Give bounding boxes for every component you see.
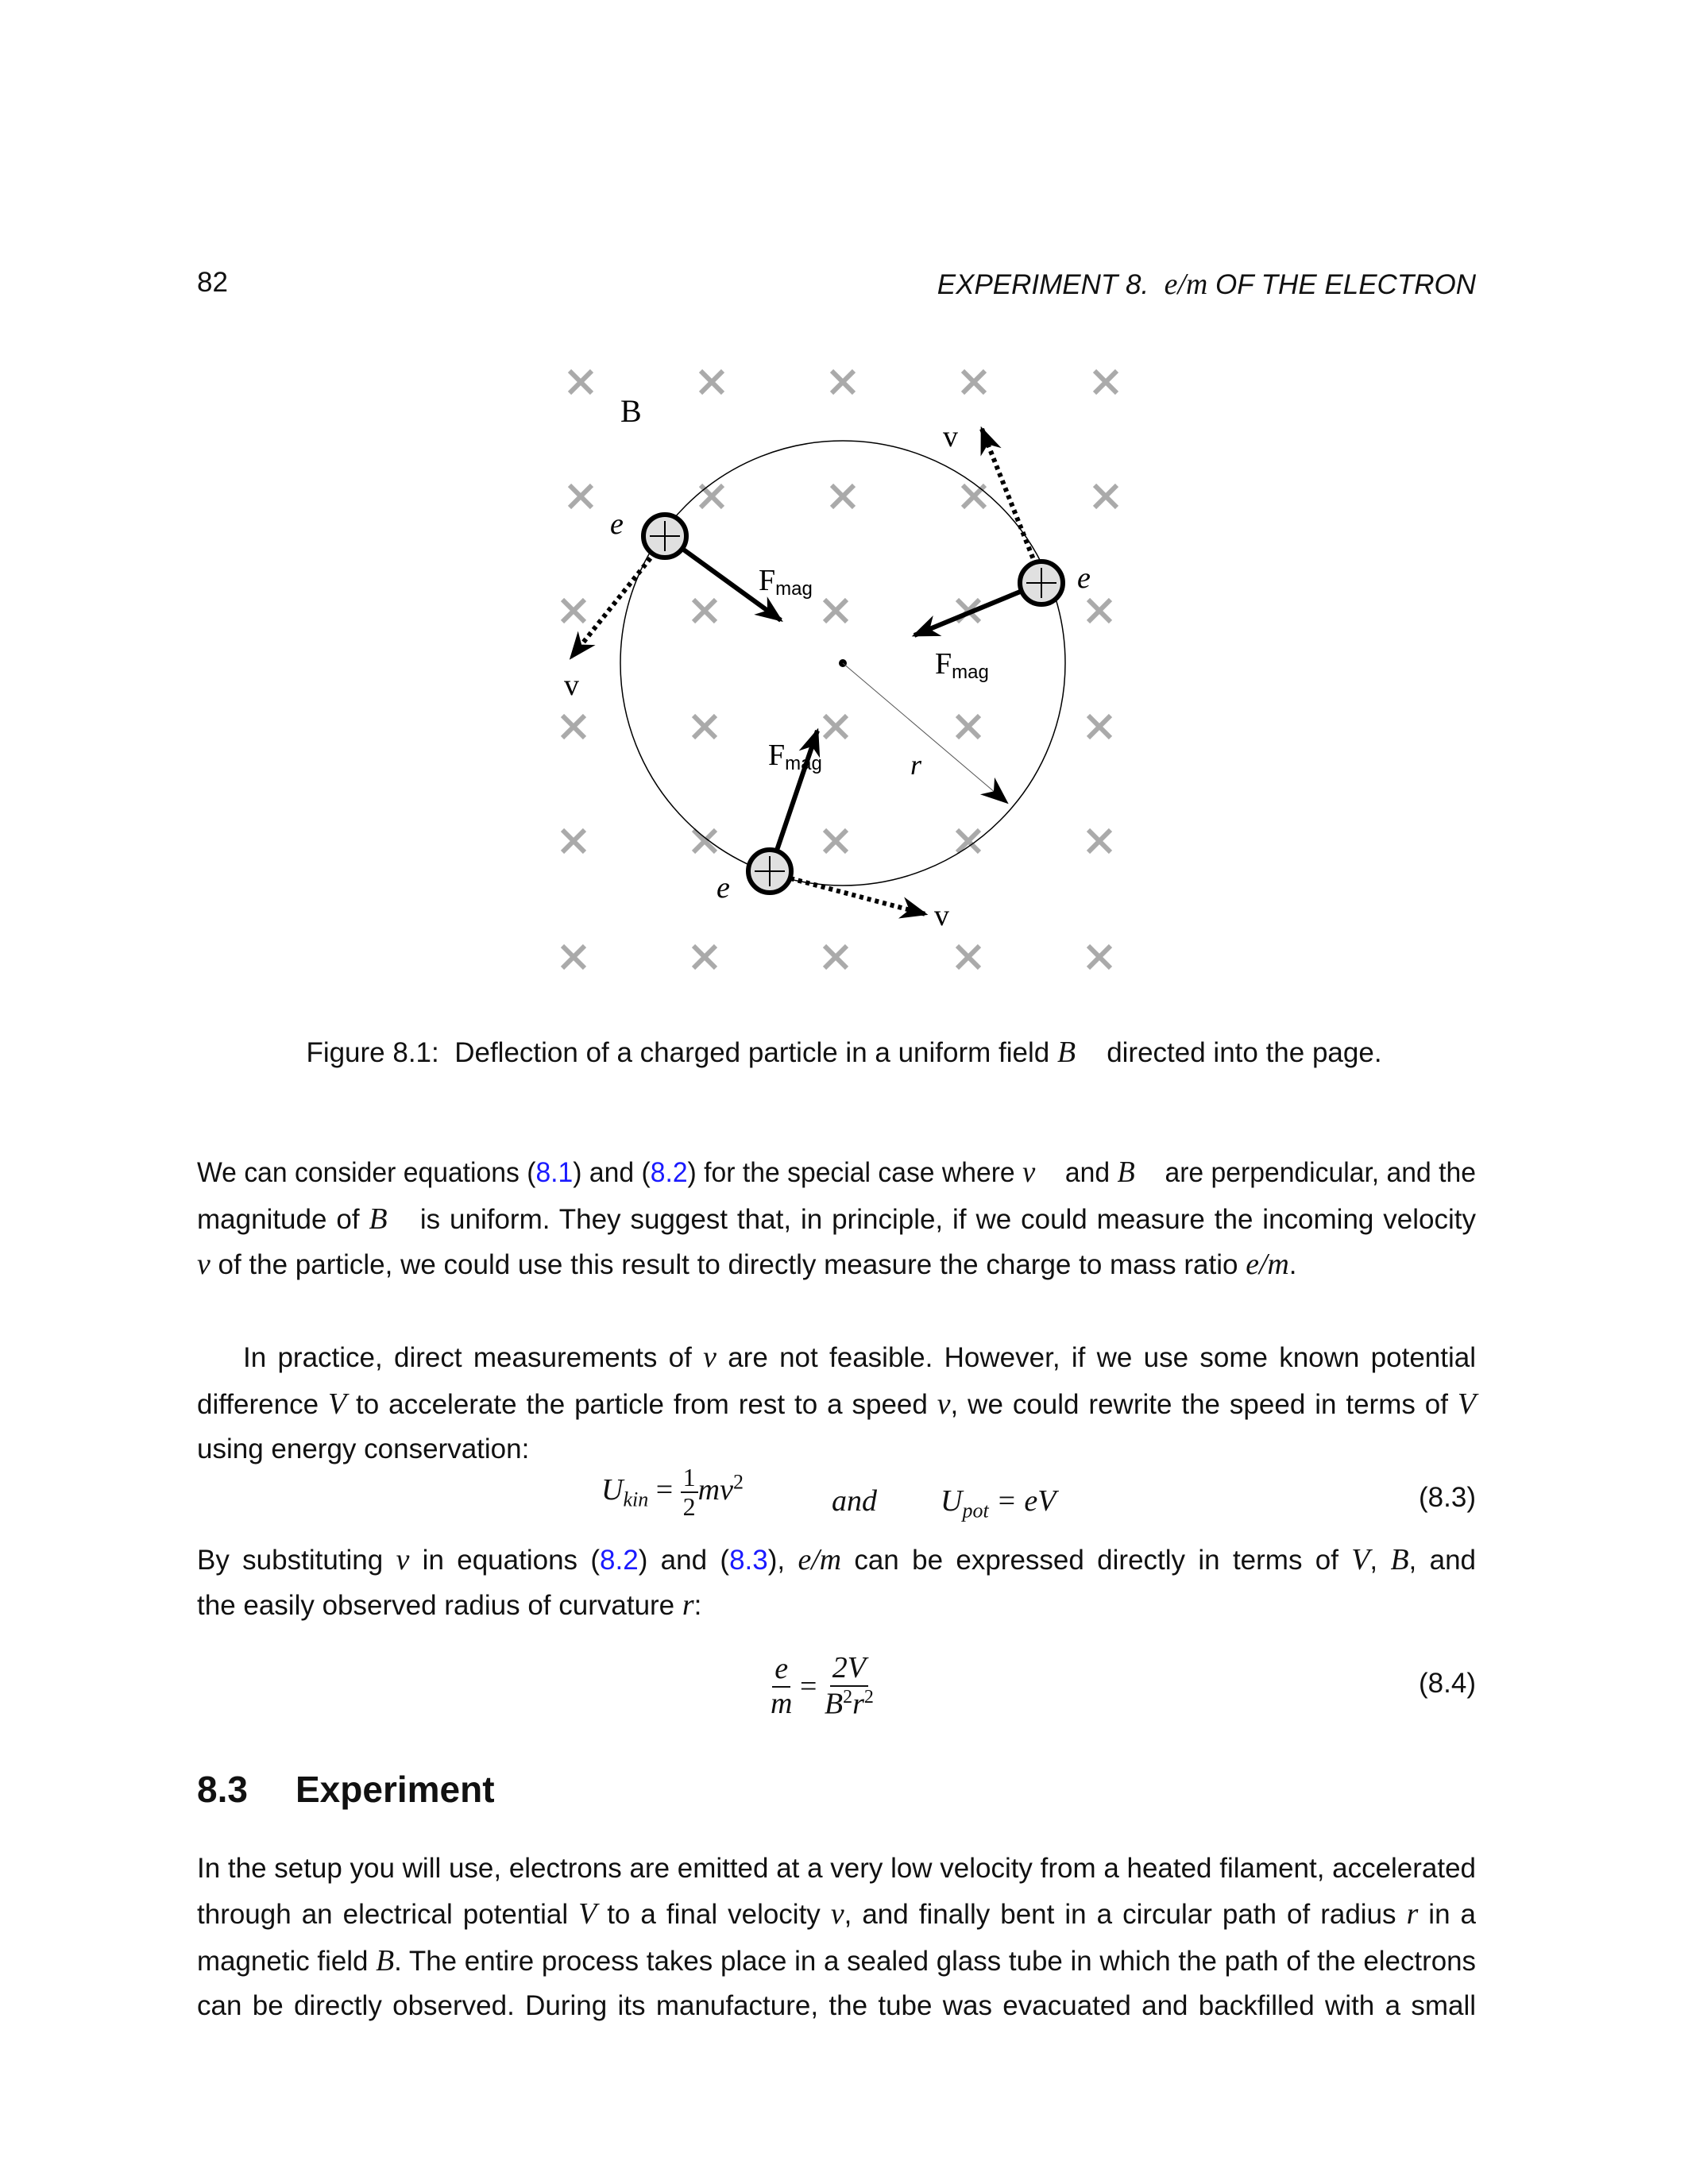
radius-label: r	[910, 749, 922, 781]
paragraph-line	[197, 1543, 1476, 1576]
field-cross-icon	[693, 716, 716, 738]
field-cross-icon	[693, 600, 716, 622]
figure-deflection-diagram	[0, 0, 1688, 1001]
text-run: to accelerate the particle from rest to a speed	[346, 1389, 937, 1420]
section-title: Experiment	[295, 1769, 495, 1810]
field-cross-icon	[693, 946, 716, 968]
field-cross-icon	[693, 830, 716, 852]
field-cross-icon	[701, 485, 723, 507]
inline-math: B⃗	[1117, 1156, 1158, 1189]
running-header-suffix: OF THE ELECTRON	[1215, 269, 1476, 300]
paragraph-line-text	[197, 1543, 1476, 1577]
running-header-math: e/m	[1164, 268, 1208, 301]
equation-8-3	[601, 1464, 744, 1521]
eq-numerator: 1	[681, 1464, 698, 1493]
field-cross-icon	[1095, 371, 1117, 393]
text-run: through an electrical potential	[197, 1899, 579, 1930]
paragraph-line-text	[197, 1588, 1476, 1623]
text-run: and	[1057, 1157, 1118, 1188]
paragraph-line	[197, 1387, 1476, 1421]
field-cross-icon	[1088, 946, 1111, 968]
eq-term: = eV	[996, 1484, 1056, 1518]
text-run: In the setup you will use, electrons are emitted at a very low velocity from a heated filament, accelerated	[197, 1853, 1476, 1884]
paragraph-line	[197, 1989, 1476, 2023]
text-run: ) and (	[638, 1545, 730, 1576]
text-run: We can consider equations (	[197, 1157, 536, 1188]
eq-subscript: kin	[623, 1488, 649, 1511]
field-cross-icon	[1088, 830, 1111, 852]
equation-reference-link[interactable]: 8.1	[535, 1157, 574, 1188]
paragraph-line-text	[197, 1852, 1476, 1885]
charge-label: e	[717, 871, 730, 905]
text-run: ),	[767, 1545, 798, 1576]
force-label: Fmag	[935, 647, 989, 683]
field-cross-icon	[1088, 600, 1111, 622]
text-run: the easily observed radius of curvature	[197, 1590, 682, 1621]
eq-numerator: e	[772, 1653, 790, 1688]
paragraph-line-text	[197, 1989, 1476, 2023]
inline-math: r	[682, 1588, 694, 1622]
radius-arrow	[843, 663, 1006, 802]
page-number: 82	[197, 267, 228, 298]
velocity-label: v	[943, 420, 958, 453]
inline-math: v	[396, 1543, 410, 1576]
equation-8-4	[771, 1652, 874, 1721]
text-run: are not feasible. However, if we use some known potential	[716, 1342, 1477, 1373]
velocity-label: v	[564, 669, 579, 702]
inline-math: r	[1406, 1897, 1419, 1931]
paragraph-line-text	[197, 1387, 1476, 1422]
field-cross-icon	[957, 946, 979, 968]
text-run: using energy conservation:	[197, 1433, 530, 1464]
inline-math: v	[197, 1248, 211, 1281]
paragraph-line	[197, 1248, 1476, 1281]
eq-term: mv	[697, 1472, 733, 1507]
text-run: , and	[1408, 1545, 1476, 1576]
field-cross-icon	[832, 485, 854, 507]
paragraph-line-text	[197, 1944, 1476, 1978]
paragraph-line-text	[197, 1248, 1476, 1282]
positive-charge-icon	[1020, 561, 1063, 604]
field-cross-icon	[963, 485, 985, 507]
field-cross-icon	[825, 600, 847, 622]
inline-math: v	[830, 1897, 844, 1931]
eq-and: and	[832, 1484, 877, 1518]
eq-term: U	[601, 1472, 624, 1507]
velocity-arrow	[571, 552, 655, 658]
paragraph-line	[197, 1156, 1476, 1189]
field-cross-icon	[825, 946, 847, 968]
inline-math: V	[1351, 1543, 1370, 1576]
text-run: , and finally bent in a circular path of radius	[844, 1899, 1407, 1930]
force-label: Fmag	[768, 739, 822, 774]
charge-label: e	[1077, 561, 1091, 595]
equation-number: (8.3)	[1419, 1482, 1476, 1513]
eq-numerator: 2V	[830, 1652, 868, 1687]
inline-math: V	[1457, 1387, 1476, 1421]
paragraph-line-text	[197, 1433, 1476, 1466]
equation-reference-link[interactable]: 8.2	[650, 1157, 688, 1188]
field-cross-icon	[562, 830, 585, 852]
text-run: :	[693, 1590, 702, 1621]
text-run: In practice, direct measurements of	[243, 1342, 704, 1373]
text-run: ) for the special case where	[687, 1157, 1023, 1188]
text-run: ,	[1369, 1545, 1391, 1576]
inline-math: e/m	[1246, 1248, 1289, 1281]
paragraph-line	[197, 1897, 1476, 1931]
inline-math: V	[578, 1897, 597, 1931]
field-cross-icon	[825, 716, 847, 738]
paragraph-line-text	[243, 1341, 1476, 1375]
text-run: magnitude of	[197, 1204, 369, 1235]
paragraph-line-text	[197, 1156, 1476, 1190]
caption-suffix: directed into the page.	[1107, 1037, 1382, 1068]
force-label: Fmag	[759, 564, 813, 600]
text-run: is uniform. They suggest that, in principle, if we could measure the incoming velocity	[410, 1204, 1476, 1235]
field-cross-icon	[570, 371, 592, 393]
magnetic-field-crosses	[562, 371, 1117, 968]
text-run: of the particle, we could use this result to directly measure the charge to mass ratio	[210, 1249, 1246, 1280]
field-cross-icon	[701, 371, 723, 393]
section-number: 8.3	[197, 1769, 248, 1810]
eq-equals: =	[799, 1669, 817, 1704]
text-run: . The entire process takes place in a sealed glass tube in which the path of the electrons	[394, 1946, 1477, 1977]
paragraph-line	[197, 1588, 1476, 1622]
field-cross-icon	[1088, 716, 1111, 738]
inline-math: V	[328, 1387, 347, 1421]
field-cross-icon	[1095, 485, 1117, 507]
text-run: magnetic field	[197, 1946, 377, 1977]
eq-term: U	[941, 1484, 963, 1518]
paragraph-line	[197, 1341, 1476, 1374]
paragraph-line	[197, 1433, 1476, 1466]
text-run: ) and (	[573, 1157, 651, 1188]
inline-math: B⃗	[369, 1202, 411, 1236]
figure-caption	[0, 1035, 1688, 1070]
velocity-arrow	[982, 429, 1036, 565]
inline-math: v	[937, 1387, 951, 1421]
text-run: in equations (	[409, 1545, 601, 1576]
eq-subscript: pot	[962, 1499, 989, 1522]
equation-reference-link[interactable]: 8.2	[600, 1545, 639, 1576]
equation-8-3-rhs	[941, 1484, 1056, 1523]
caption-text: Deflection of a charged particle in a uniform field	[454, 1037, 1050, 1068]
paragraph-line	[197, 1202, 1476, 1236]
inline-math: B	[376, 1944, 395, 1978]
text-run: in a	[1418, 1899, 1477, 1930]
paragraph-line-text	[197, 1897, 1476, 1931]
paragraph-line	[197, 1944, 1476, 1978]
inline-math: e/m	[798, 1543, 842, 1576]
field-cross-icon	[570, 485, 592, 507]
text-run: can be expressed directly in terms of	[841, 1545, 1352, 1576]
caption-math: B⃗	[1056, 1036, 1099, 1069]
field-cross-icon	[562, 946, 585, 968]
paragraph-line-text	[197, 1202, 1476, 1237]
inline-math: v⃗	[1022, 1156, 1058, 1189]
eq-exponent: 2	[732, 1470, 744, 1494]
eq-denominator: m	[771, 1686, 793, 1720]
eq-denominator: $B^2r^2$	[824, 1686, 874, 1721]
inline-math: B	[1390, 1543, 1409, 1576]
text-run: can be directly observed. During its manufacture, the tube was evacuated and backfilled with a small	[197, 1990, 1476, 2021]
equation-reference-link[interactable]: 8.3	[729, 1545, 768, 1576]
field-cross-icon	[825, 830, 847, 852]
field-cross-icon	[963, 371, 985, 393]
text-run: to a final velocity	[597, 1899, 831, 1930]
text-run: .	[1288, 1249, 1297, 1280]
text-run: , we could rewrite the speed in terms of	[950, 1389, 1458, 1420]
field-label: B	[620, 393, 642, 429]
eq-denominator: 2	[682, 1492, 696, 1522]
charge-label: e	[610, 507, 624, 541]
text-run: By substituting	[197, 1545, 396, 1576]
text-run: difference	[197, 1389, 328, 1420]
field-cross-icon	[832, 371, 854, 393]
velocity-label: v	[934, 899, 949, 932]
inline-math: v	[703, 1341, 717, 1374]
field-cross-icon	[562, 600, 585, 622]
running-header-prefix: EXPERIMENT 8.	[937, 269, 1149, 300]
paragraph-line	[197, 1852, 1476, 1885]
eq-equals: =	[655, 1472, 674, 1507]
field-cross-icon	[562, 716, 585, 738]
text-run: are perpendicular, and the	[1157, 1157, 1476, 1188]
positive-charge-icon	[643, 515, 686, 558]
positive-charge-icon	[748, 850, 791, 893]
equation-number: (8.4)	[1419, 1668, 1476, 1699]
field-cross-icon	[957, 716, 979, 738]
caption-label: Figure 8.1:	[306, 1037, 439, 1068]
